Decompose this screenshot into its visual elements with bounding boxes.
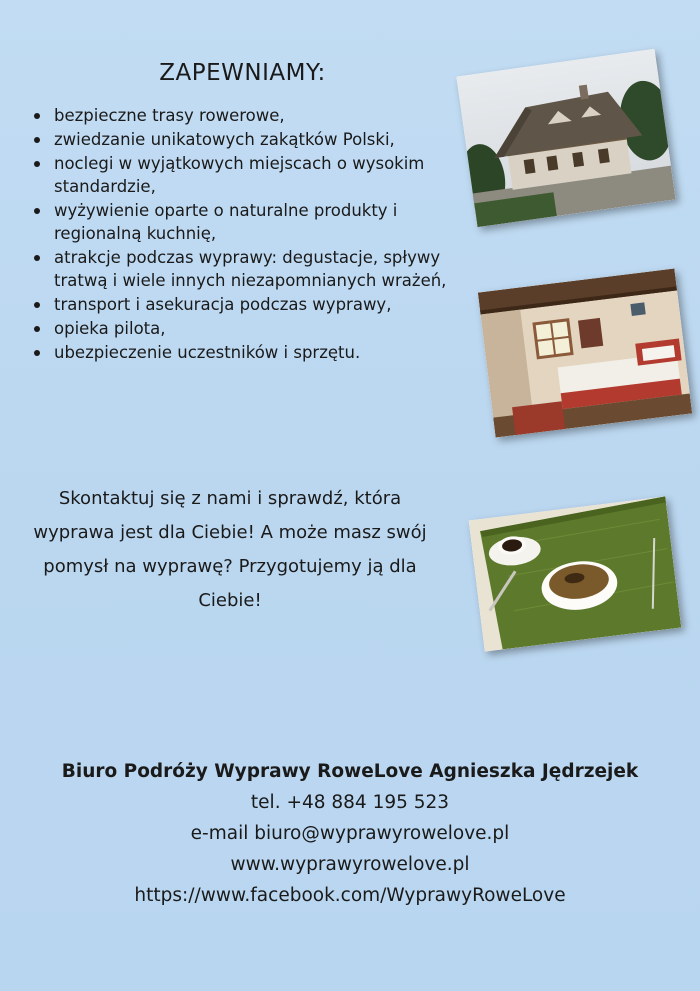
contact-footer <box>0 756 700 911</box>
list-item <box>34 246 464 292</box>
list-item-text: ubezpieczenie uczestników i sprzętu. <box>54 343 361 362</box>
company-name: Biuro Podróży Wyprawy RoweLove Agnieszka Jędrzejek <box>61 761 639 782</box>
list-item <box>34 341 464 364</box>
bullet-icon <box>34 113 40 119</box>
list-item-text: opieka pilota, <box>54 319 166 338</box>
list-item <box>34 152 464 198</box>
bullet-icon <box>34 208 40 214</box>
benefits-list <box>34 104 464 365</box>
contact-message: Skontaktuj się z nami i sprawdź, która wyprawa jest dla Ciebie! A może masz swój pomysł na wyprawę? Przygotujemy ją dla Ciebie! <box>33 488 427 611</box>
phone-number[interactable]: tel. +48 884 195 523 <box>250 792 450 813</box>
list-item-text: atrakcje podczas wyprawy: degustacje, spływy tratwą i wiele innych niezapomnianych wrażeń, <box>54 248 447 290</box>
list-item-text: wyżywienie oparte o naturalne produkty i regionalną kuchnię, <box>54 201 398 243</box>
bullet-icon <box>34 137 40 143</box>
bullet-icon <box>34 326 40 332</box>
list-item-text: noclegi w wyjątkowych miejscach o wysokim standardzie, <box>54 154 425 196</box>
list-item <box>34 317 464 340</box>
facebook-link[interactable]: https://www.facebook.com/WyprawyRoweLove <box>134 885 566 906</box>
list-item <box>34 293 464 316</box>
bullet-icon <box>34 255 40 261</box>
website-link[interactable]: www.wyprawyrowelove.pl <box>230 854 470 875</box>
list-item-text: bezpieczne trasy rowerowe, <box>54 106 285 125</box>
list-item-text: transport i asekuracja podczas wyprawy, <box>54 295 392 314</box>
bullet-icon <box>34 302 40 308</box>
house-photo <box>456 49 675 227</box>
bedroom-photo <box>478 268 692 437</box>
list-item <box>34 104 464 127</box>
bullet-icon <box>34 350 40 356</box>
section-heading: ZAPEWNIAMY: <box>159 60 326 86</box>
list-item <box>34 128 464 151</box>
email-address[interactable]: e-mail biuro@wyprawyrowelove.pl <box>190 823 510 844</box>
list-item-text: zwiedzanie unikatowych zakątków Polski, <box>54 130 395 149</box>
bullet-icon <box>34 161 40 167</box>
list-item <box>34 199 464 245</box>
food-photo <box>469 496 682 651</box>
